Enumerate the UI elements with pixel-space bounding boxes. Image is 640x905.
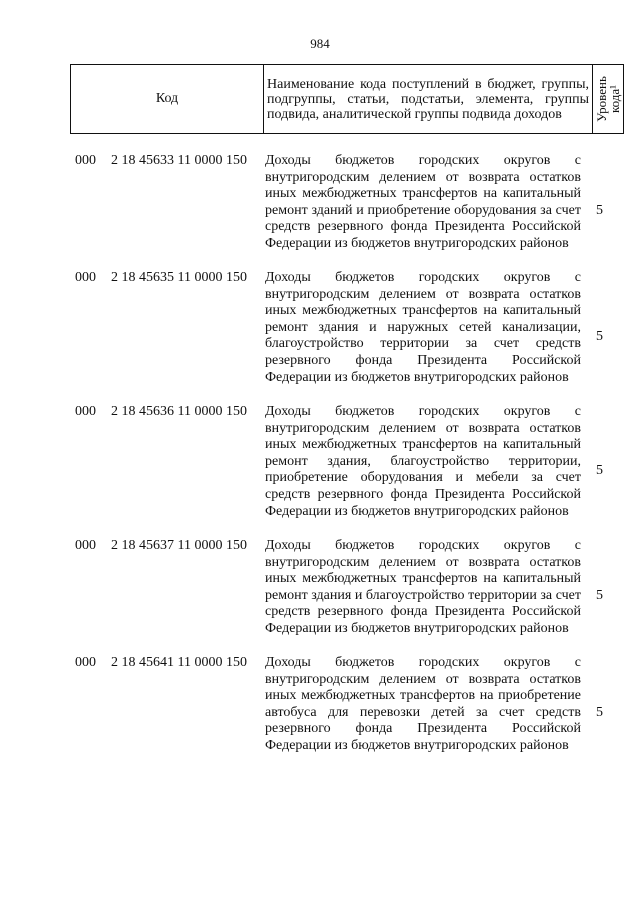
row-name: Доходы бюджетов городских округов с внутригородским делением от возврата остатков иных межбюджетных трансфертов на приобретение автобуса для перевозки детей за счет средств резервного фонда Президента Российской Федерации из бюджетов внутригородских районов: [265, 655, 581, 753]
row-prefix: 000: [75, 538, 96, 553]
row-level: 5: [596, 329, 603, 344]
row-level: 5: [596, 463, 603, 478]
row-prefix: 000: [75, 270, 96, 285]
row-code: 2 18 45636 11 0000 150: [111, 404, 247, 419]
level-header-line2: кода¹: [607, 84, 622, 114]
row-name: Доходы бюджетов городских округов с внутригородским делением от возврата остатков иных межбюджетных трансфертов на капитальный ремонт здания и благоустройство территории за счет средств резервного фонда Президента Российской Федерации из бюджетов внутригородских районов: [265, 538, 581, 636]
row-level: 5: [596, 705, 603, 720]
level-header-text: [595, 76, 621, 122]
row-prefix: 000: [75, 153, 96, 168]
column-header-level: [593, 65, 624, 134]
level-header-line1: Уровень: [594, 76, 609, 122]
row-code: 2 18 45635 11 0000 150: [111, 270, 247, 285]
row-level: 5: [596, 588, 603, 603]
row-level: 5: [596, 203, 603, 218]
column-header-code: Код: [71, 65, 264, 134]
row-code: 2 18 45633 11 0000 150: [111, 153, 247, 168]
row-prefix: 000: [75, 404, 96, 419]
table-header: [70, 64, 624, 134]
page-number: 984: [310, 36, 330, 51]
row-code: 2 18 45641 11 0000 150: [111, 655, 247, 670]
row-name: Доходы бюджетов городских округов с внутригородским делением от возврата остатков иных межбюджетных трансфертов на капитальный ремонт здания, благоустройство территории, приобретение оборудования и мебели за счет средств резервного фонда Президента Российской Федерации из бюджетов внутригородских районов: [265, 404, 581, 519]
row-prefix: 000: [75, 655, 96, 670]
row-name: Доходы бюджетов городских округов с внутригородским делением от возврата остатков иных межбюджетных трансфертов на капитальный ремонт зданий и приобретение оборудования за счет средств резервного фонда Президента Российской Федерации из бюджетов внутригородских районов: [265, 153, 581, 251]
row-name: Доходы бюджетов городских округов с внутригородским делением от возврата остатков иных межбюджетных трансфертов на капитальный ремонт здания и наружных сетей канализации, благоустройство территории за счет средств резервного фонда Президента Российской Федерации из бюджетов внутригородских районов: [265, 270, 581, 385]
row-code: 2 18 45637 11 0000 150: [111, 538, 247, 553]
column-header-name: Наименование кода поступлений в бюджет, группы, подгруппы, статьи, подстатьи, элемента, группы подвида, аналитической группы подвида доходов: [264, 65, 593, 134]
